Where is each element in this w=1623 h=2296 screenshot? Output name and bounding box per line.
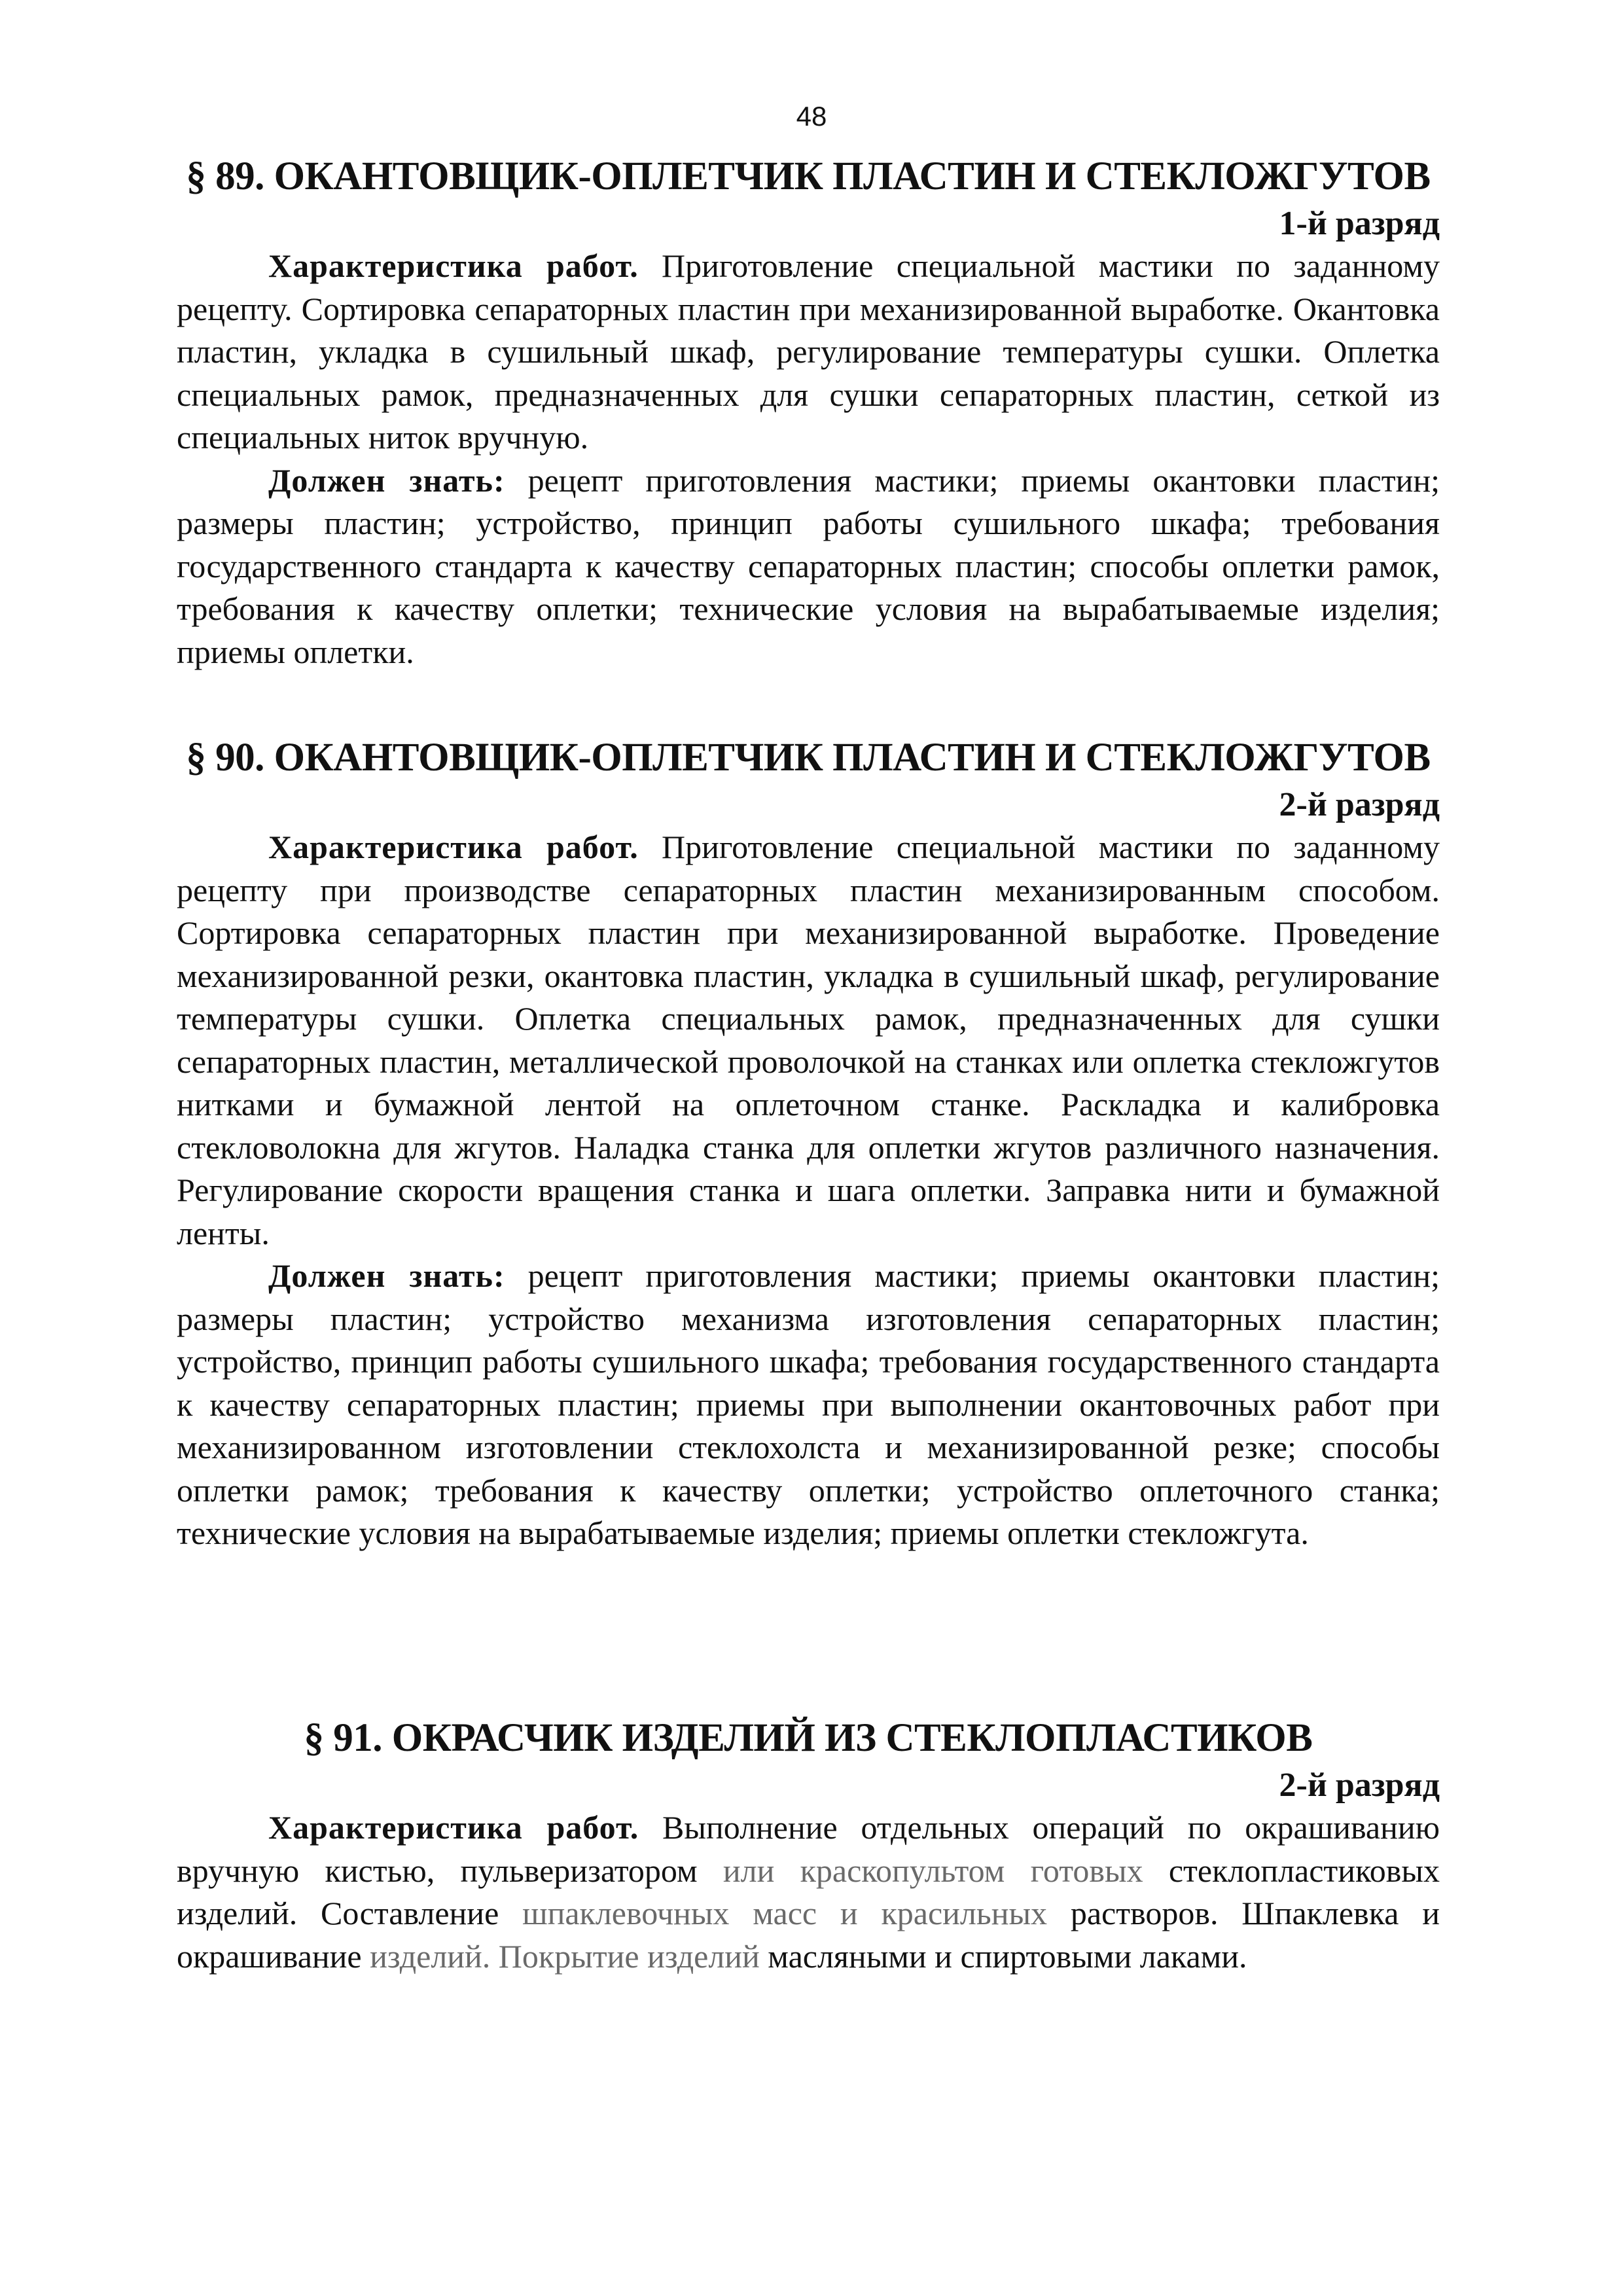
work-characteristics-paragraph: [177, 1806, 1440, 1978]
work-characteristics-text: растворов. Шпаклевка и окрашивание: [177, 1895, 1440, 1975]
work-characteristics-text: Приготовление специальной мастики по заданному рецепту при производстве сепараторных пластин механизированным способом. Сортировка сепараторных пластин при механизированной выработке. Проведение механизированной резки, окантовка пластин, укладка в сушильный шкаф, регулирование температуры сушки. Оплетка специальных рамок, предназначенных для сушки сепараторных пластин, металлической проволочкой на станках или оплетка стекложгутов нитками и бумажной лентой на оплеточном станке. Раскладка и калибровка стекловолокна для жгутов. Наладка станка для оплетки жгутов различного назначения. Регулирование скорости вращения станка и шага оплетки. Заправка нити и бумажной ленты.: [177, 829, 1440, 1251]
work-characteristics-text: Выполнение отдельных операций по окрашиванию вручную кистью, пульверизатором: [177, 1809, 1440, 1889]
page-number: 48: [796, 101, 827, 132]
must-know-paragraph: [177, 1255, 1440, 1555]
work-characteristics-paragraph: [177, 826, 1440, 1255]
faded-print-text: шпаклевочных масс и красильных: [522, 1895, 1048, 1931]
faded-print-text: или краскопультом готовых: [722, 1852, 1143, 1889]
section-heading: § 90. ОКАНТОВЩИК-ОПЛЕТЧИК ПЛАСТИН И СТЕКЛОЖГУТОВ: [186, 736, 1431, 780]
section-89: [177, 152, 1440, 673]
grade-label: 2-й разряд: [1279, 786, 1440, 823]
work-characteristics-text: Приготовление специальной мастики по заданному рецепту. Сортировка сепараторных пластин при механизированной выработке. Окантовка пластин, укладка в сушильный шкаф, регулирование температуры сушки. Оплетка специальных рамок, предназначенных для сушки сепараторных пластин, сеткой из специальных ниток вручную.: [177, 247, 1440, 456]
work-characteristics-label: Характеристика работ.: [268, 829, 639, 865]
section-heading: § 91. ОКРАСЧИК ИЗДЕЛИЙ ИЗ СТЕКЛОПЛАСТИКОВ: [304, 1716, 1313, 1760]
work-characteristics-paragraph: [177, 245, 1440, 459]
faded-print-text: изделий. Покрытие изделий: [370, 1937, 760, 1975]
must-know-text: рецепт приготовления мастики; приемы окантовки пластин; размеры пластин; устройство, принцип работы сушильного шкафа; требования государственного стандарта к качеству сепараторных пластин; способы оплетки рамок, требования к качеству оплетки; технические условия на вырабатываемые изделия; приемы оплетки.: [177, 461, 1440, 670]
must-know-text: рецепт приготовления мастики; приемы окантовки пластин; размеры пластин; устройство механизма изготовления сепараторных пластин; устройство, принцип работы сушильного шкафа; требования государственного стандарта к качеству сепараторных пластин; приемы при выполнении окантовочных работ при механизированном изготовлении стеклохолста и механизированной резке; способы оплетки рамок; требования к качеству оплетки; устройство оплеточного станка; технические условия на вырабатываемые изделия; приемы оплетки стекложгута.: [177, 1257, 1440, 1551]
work-characteristics-label: Характеристика работ.: [268, 247, 639, 284]
grade-label: 1-й разряд: [1279, 205, 1440, 242]
work-characteristics-text: масляными и спиртовыми лаками.: [759, 1937, 1247, 1975]
work-characteristics-text: стеклопластиковых изделий. Составление: [177, 1852, 1440, 1931]
must-know-paragraph: [177, 459, 1440, 674]
section-90: [177, 733, 1440, 1555]
section-91: [177, 1713, 1440, 1978]
section-heading: § 89. ОКАНТОВЩИК-ОПЛЕТЧИК ПЛАСТИН И СТЕКЛОЖГУТОВ: [186, 154, 1431, 198]
must-know-label: Должен знать:: [268, 461, 505, 499]
must-know-label: Должен знать:: [268, 1257, 505, 1294]
work-characteristics-label: Характеристика работ.: [268, 1809, 639, 1846]
grade-label: 2-й разряд: [1279, 1767, 1440, 1804]
